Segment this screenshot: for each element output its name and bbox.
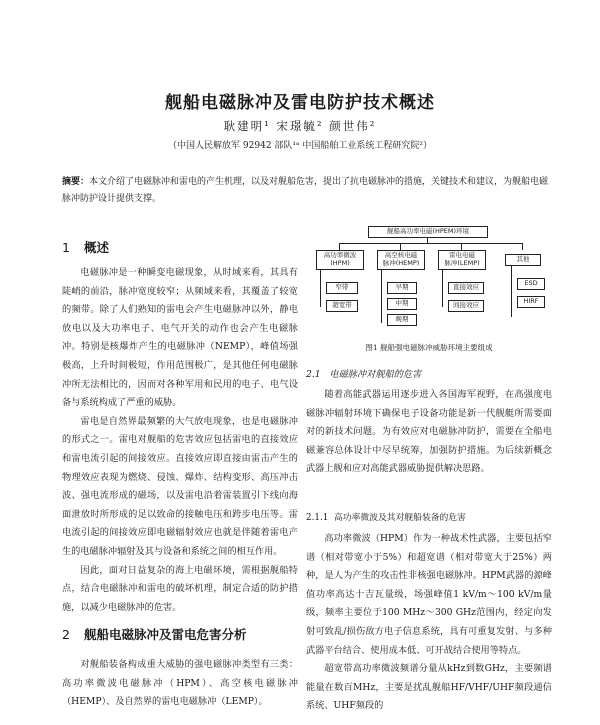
diagram-leaf: 晚期 <box>387 314 417 326</box>
paragraph: 对舰船装备构成重大威胁的强电磁脉冲类型有三类：高功率微波电磁脉冲（HPM）、高空核电磁脉冲（HEMP）、及自然界的雷电电磁脉冲（LEMP）。 <box>62 659 298 708</box>
diagram-leaf: 超宽带 <box>326 300 358 312</box>
paragraph: 随着高能武器运用逐步进入各国海军视野，在高强度电磁脉冲辐射环境下确保电子设备功能是新一代舰艇所需要面对的新技术问题。为有效应对电磁脉冲防护，需要在全船电磁兼容总体设计中尽早统筹，加强防护措施。为后续新概念武器上舰和应对高能武器威胁提供解决思路。 <box>306 389 552 475</box>
section-2-1-1-number: 2.1.1 <box>306 513 329 523</box>
affiliation: （中国人民解放军 92942 部队¹ᵃ 中国船舶工业系统工程研究院²） <box>168 141 432 151</box>
section-1-body <box>62 264 298 617</box>
abstract-text: 本文介绍了电磁脉冲和雷电的产生机理，以及对舰船危害，提出了抗电磁脉冲的措施，关键技术和建议，为舰船电磁脉冲防护设计提供支撑。 <box>62 177 549 204</box>
diagram-group-lemp: 雷电电磁 脉冲(LEMP) <box>438 250 486 270</box>
diagram-leaf: 窄带 <box>326 282 358 294</box>
connector <box>442 269 443 307</box>
section-2-heading <box>62 625 246 643</box>
diagram-leaf: 中期 <box>387 298 417 310</box>
section-2-1-title: 电磁脉冲对舰船的危害 <box>329 369 422 380</box>
section-2-1-body <box>306 386 552 479</box>
diagram-leaf: 直接效应 <box>448 282 484 294</box>
abstract-label: 摘要： <box>62 177 90 187</box>
diagram-group-hemp: 高空核电磁 脉冲(HEMP) <box>377 250 425 270</box>
connector <box>320 269 321 307</box>
section-2-1-1-heading <box>306 510 466 523</box>
paragraph: 雷电是自然界最频繁的大气放电现象，也是电磁脉冲的形式之一。雷电对舰船的危害效应包括雷电的直接效应和雷电流引起的间接效应。直接效应即直接由雷击产生的物理效应表现为燃烧、侵蚀、爆炸、结构变形、高压冲击波、强电流形成的磁场，以及雷电沿着雷装置引下线向海面泄放时所形成的足以致命的接触电压和跨步电压等。雷电流引起的间接效应即电磁辐射效应也就是伴随着雷电产生的电磁脉冲辐射及其与设备和系统之间的相互作用。 <box>62 415 298 557</box>
connector <box>381 269 382 323</box>
paper-title: 舰船电磁脉冲及雷电防护技术概述 <box>165 93 435 113</box>
figure-1-diagram <box>306 226 552 344</box>
section-1-number: 1 <box>62 240 70 255</box>
paragraph: 因此，面对日益复杂的海上电磁环境，需根据舰船特点，结合电磁脉冲和雷电的破坏机理，制定合适的防护措施，以减少电磁脉冲的危害。 <box>62 564 298 613</box>
diagram-leaf: HIRF <box>517 296 545 308</box>
diagram-leaf: 间接效应 <box>448 300 484 312</box>
connector <box>461 243 462 250</box>
abstract <box>62 174 550 208</box>
section-2-1-1-title: 高功率微波及其对舰船装备的危害 <box>333 513 466 523</box>
diagram-leaf: 早期 <box>387 282 417 294</box>
authors: 耿建明¹ 宋璟毓² 颜世伟² <box>223 119 377 133</box>
diagram-root-node: 舰船高功率电磁(HPEM)环境 <box>368 226 488 238</box>
figure-1-caption: 图1 舰船强电磁脉冲威胁环境主要组成 <box>365 343 493 352</box>
section-1-title: 概述 <box>83 240 109 255</box>
section-2-title: 舰船电磁脉冲及雷电危害分析 <box>83 627 247 642</box>
paragraph: 超宽带高功率微波频谱分量从kHz到数GHz，主要频谱能量在数百MHz，主要是扰乱舰船HF/VHF/UHF频段通信系统、UHF频段的 <box>306 663 552 712</box>
paragraph: 高功率微波（HPM）作为一种战术性武器，主要包括窄谱（相对带宽小于5%）和超宽谱（相对带宽大于25%）两种，是人为产生的攻击性非核强电磁脉冲。HPM武器的源峰值功率高达十吉瓦量级，场强峰值1 kV/m～100 kV/m量级，频率主要位于100 MHz～300 GHz范围内，经定向发射可致乱/损伤敌方电子信息系统，具有可重复发射、与多种武器平台结合、使用成本低、可开战结合使用等特点。 <box>306 533 552 656</box>
section-2-1-1-body <box>306 530 552 716</box>
connector <box>339 243 340 250</box>
connector <box>339 243 523 244</box>
section-2-1-number: 2.1 <box>306 369 321 380</box>
diagram-group-hpm: 高功率微波 (HPM) <box>316 250 364 270</box>
connector <box>522 243 523 250</box>
diagram-group-other: 其他 <box>505 254 541 266</box>
paragraph: 电磁脉冲是一种瞬变电磁现象，从时域来看，其具有陡峭的前沿，脉冲宽度较窄；从频域来看，其覆盖了较宽的频带。除了人们熟知的雷电会产生电磁脉冲以外，静电放电以及大功率电子、电气开关的动作也会产生电磁脉冲。特别是核爆炸产生的电磁脉冲（NEMP），峰值场强极高，上升时间极短，作用范围极广，是其他任何电磁脉冲所无法相比的，因而对各种军用和民用的电子、电气设备与系统构成了严重的威胁。 <box>62 267 298 409</box>
section-2-body <box>62 656 298 712</box>
connector <box>400 243 401 250</box>
connector <box>511 265 512 317</box>
section-1-heading <box>62 238 109 256</box>
section-2-1-heading <box>306 366 421 380</box>
section-2-number: 2 <box>62 627 70 642</box>
diagram-leaf: ESD <box>517 278 545 290</box>
